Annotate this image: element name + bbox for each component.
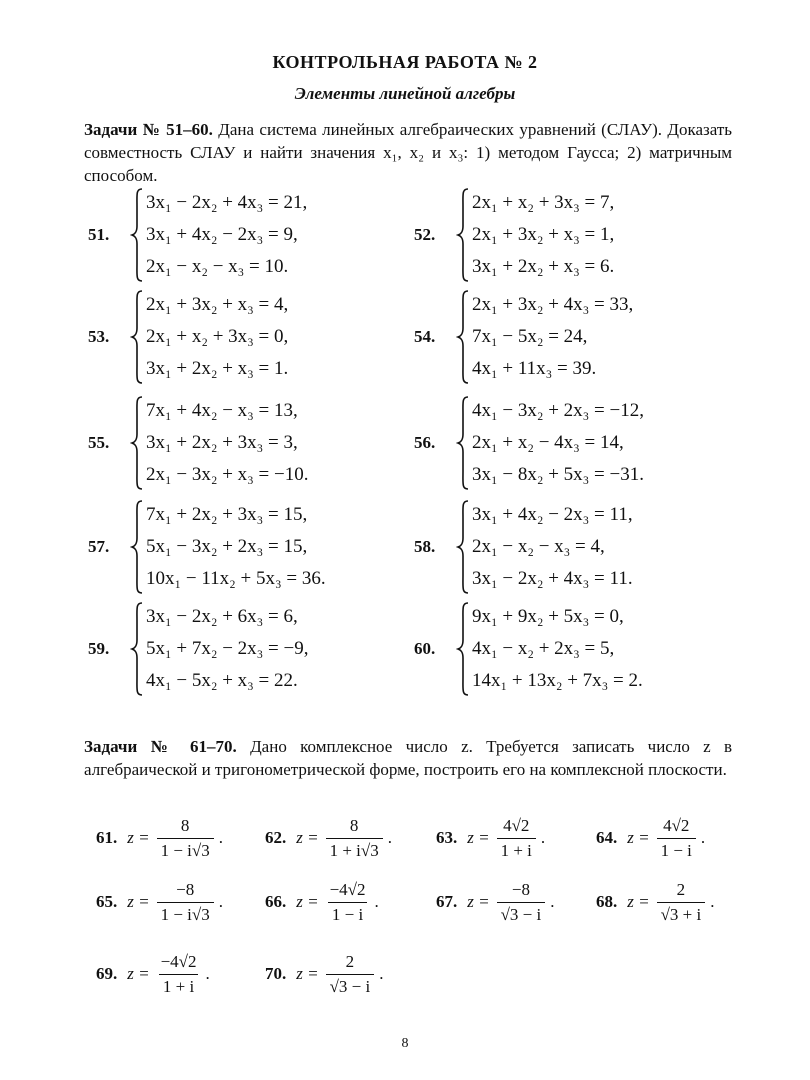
denominator: 1 + i√3	[326, 838, 383, 861]
equation: 5x₁ + 7x₂ − 2x₃ = −9,	[146, 638, 309, 659]
z-equals: z =	[127, 828, 150, 847]
z-equals: z =	[296, 828, 319, 847]
fraction	[657, 816, 696, 861]
z-equals: z =	[627, 892, 650, 911]
equation: 7x₁ + 2x₂ + 3x₃ = 15,	[146, 504, 308, 525]
problem-number: 68.	[596, 892, 618, 911]
numerator: 2	[676, 879, 686, 899]
equation: 2x₁ + 3x₂ + x₃ = 1,	[472, 224, 615, 245]
z-equals: z =	[467, 828, 490, 847]
system-number: 57.	[88, 537, 110, 556]
equation: 9x₁ + 9x₂ + 5x₃ = 0,	[472, 606, 624, 627]
denominator: √3 − i	[326, 974, 375, 997]
z-equals: z =	[467, 892, 490, 911]
task-51-60-text: Дана система линейных алгебраических уравнений (СЛАУ). Доказать совместность СЛАУ и найти значения x₁, x₂ и x₃: 1) методом Гаусса; 2) матричным способом.	[84, 120, 733, 185]
problem-number: 63.	[436, 828, 458, 847]
left-brace-icon	[130, 186, 144, 284]
numerator: 4√2	[663, 815, 690, 835]
denominator: 1 − i√3	[157, 902, 214, 925]
equation: 5x₁ − 3x₂ + 2x₃ = 15,	[146, 536, 308, 557]
equation: 3x₁ + 4x₂ − 2x₃ = 9,	[146, 224, 298, 245]
system-52	[414, 186, 614, 284]
equation: 3x₁ + 2x₂ + x₃ = 6.	[472, 256, 615, 277]
left-brace-icon	[130, 600, 144, 698]
page-number: 8	[401, 1036, 409, 1051]
task-51-60-description	[84, 118, 732, 187]
problem-number: 69.	[96, 964, 118, 983]
left-brace-icon	[456, 394, 470, 492]
equation: 2x₁ + x₂ + 3x₃ = 0,	[146, 326, 289, 347]
equation: 3x₁ + 2x₂ + 3x₃ = 3,	[146, 432, 298, 453]
denominator: √3 − i	[497, 902, 546, 925]
problem-number: 62.	[265, 828, 287, 847]
z-equals: z =	[296, 892, 319, 911]
problem-number: 64.	[596, 828, 618, 847]
equation: 4x₁ + 11x₃ = 39.	[472, 358, 597, 379]
system-55	[88, 394, 308, 492]
equation: 2x₁ + x₂ − 4x₃ = 14,	[472, 432, 624, 453]
problem-number: 61.	[96, 828, 118, 847]
denominator: 1 + i	[159, 974, 198, 997]
task-61-70-text: Дано комплексное число z. Требуется записать число z в алгебраической и тригонометрической форме, построить его на комплексной плоскости.	[84, 737, 733, 779]
denominator: √3 + i	[657, 902, 706, 925]
fraction	[497, 816, 536, 861]
denominator: 1 − i	[657, 838, 696, 861]
fraction	[157, 880, 214, 925]
section-subtitle: Элементы линейной алгебры	[294, 84, 516, 103]
system-number: 52.	[414, 225, 436, 244]
problem-number: 70.	[265, 964, 287, 983]
equation: 2x₁ − x₂ − x₃ = 4,	[472, 536, 605, 557]
left-brace-icon	[456, 186, 470, 284]
left-brace-icon	[456, 600, 470, 698]
equation: 4x₁ − 5x₂ + x₃ = 22.	[146, 670, 298, 691]
system-number: 60.	[414, 639, 436, 658]
equation: 2x₁ + 3x₂ + x₃ = 4,	[146, 294, 289, 315]
equation: 3x₁ − 8x₂ + 5x₃ = −31.	[472, 464, 644, 485]
system-51	[88, 186, 307, 284]
problem-number: 65.	[96, 892, 118, 911]
fraction	[157, 816, 214, 861]
system-56	[414, 394, 644, 492]
equation: 7x₁ + 4x₂ − x₃ = 13,	[146, 400, 298, 421]
page-title: КОНТРОЛЬНАЯ РАБОТА № 2	[272, 52, 538, 72]
equation: 3x₁ + 4x₂ − 2x₃ = 11,	[472, 504, 633, 525]
system-53	[88, 288, 288, 386]
task-61-70-description	[84, 735, 732, 781]
problem-number: 67.	[436, 892, 458, 911]
task-61-70-label: Задачи № 61–70.	[84, 737, 237, 756]
numerator: 8	[180, 815, 190, 835]
fraction	[657, 880, 706, 925]
equation: 2x₁ − 3x₂ + x₃ = −10.	[146, 464, 309, 485]
system-number: 58.	[414, 537, 436, 556]
numerator: −4√2	[329, 879, 366, 899]
complex-61: 61. z = $\frac{8}{1 - i√3}$ .	[96, 815, 223, 860]
problem-number: 66.	[265, 892, 287, 911]
z-equals: z =	[127, 964, 150, 983]
complex-70: 70. z = $\frac{2}{√3 - i}$ .	[265, 951, 384, 996]
left-brace-icon	[130, 288, 144, 386]
numerator: −8	[176, 879, 195, 899]
left-brace-icon	[130, 394, 144, 492]
denominator: 1 − i	[328, 902, 367, 925]
equation: 3x₁ − 2x₂ + 4x₃ = 21,	[146, 192, 308, 213]
fraction	[326, 816, 383, 861]
system-57	[88, 498, 326, 596]
denominator: 1 + i	[497, 838, 536, 861]
system-54	[414, 288, 633, 386]
z-equals: z =	[127, 892, 150, 911]
equation: 10x₁ − 11x₂ + 5x₃ = 36.	[146, 568, 326, 589]
complex-69: 69. z = $\frac{-4√2}{1 + i}$ .	[96, 951, 210, 996]
fraction	[497, 880, 546, 925]
numerator: −8	[511, 879, 530, 899]
numerator: −4√2	[160, 951, 197, 971]
complex-64: 64. z = $\frac{4√2}{1 - i}$ .	[596, 815, 706, 860]
system-60	[414, 600, 643, 698]
fraction	[326, 952, 375, 997]
complex-65: 65. z = $\frac{-8}{1 - i√3}$ .	[96, 879, 223, 924]
complex-68: 68. z = $\frac{2}{√3 + i}$ .	[596, 879, 715, 924]
equation: 2x₁ + x₂ + 3x₃ = 7,	[472, 192, 615, 213]
equation: 14x₁ + 13x₂ + 7x₃ = 2.	[472, 670, 643, 691]
equation: 3x₁ − 2x₂ + 4x₃ = 11.	[472, 568, 633, 589]
z-equals: z =	[296, 964, 319, 983]
task-51-60-label: Задачи № 51–60.	[84, 120, 213, 139]
system-number: 54.	[414, 327, 436, 346]
numerator: 2	[345, 951, 355, 971]
z-equals: z =	[627, 828, 650, 847]
system-number: 53.	[88, 327, 110, 346]
left-brace-icon	[456, 288, 470, 386]
fraction	[326, 880, 370, 925]
fraction	[157, 952, 201, 997]
denominator: 1 − i√3	[157, 838, 214, 861]
complex-62: 62. z = $\frac{8}{1 + i√3}$ .	[265, 815, 392, 860]
system-number: 56.	[414, 433, 436, 452]
system-59	[88, 600, 308, 698]
equation: 3x₁ + 2x₂ + x₃ = 1.	[146, 358, 289, 379]
equation: 7x₁ − 5x₂ = 24,	[472, 326, 588, 347]
complex-63: 63. z = $\frac{4√2}{1 + i}$ .	[436, 815, 546, 860]
equation: 2x₁ − x₂ − x₃ = 10.	[146, 256, 289, 277]
system-number: 55.	[88, 433, 110, 452]
complex-66: 66. z = $\frac{-4√2}{1 - i}$ .	[265, 879, 379, 924]
left-brace-icon	[456, 498, 470, 596]
system-58	[414, 498, 633, 596]
system-number: 51.	[88, 225, 110, 244]
equation: 4x₁ − 3x₂ + 2x₃ = −12,	[472, 400, 644, 421]
numerator: 4√2	[503, 815, 530, 835]
equation: 3x₁ − 2x₂ + 6x₃ = 6,	[146, 606, 298, 627]
system-number: 59.	[88, 639, 110, 658]
complex-67: 67. z = $\frac{-8}{√3 - i}$ .	[436, 879, 555, 924]
left-brace-icon	[130, 498, 144, 596]
equation: 4x₁ − x₂ + 2x₃ = 5,	[472, 638, 615, 659]
numerator: 8	[349, 815, 359, 835]
equation: 2x₁ + 3x₂ + 4x₃ = 33,	[472, 294, 634, 315]
